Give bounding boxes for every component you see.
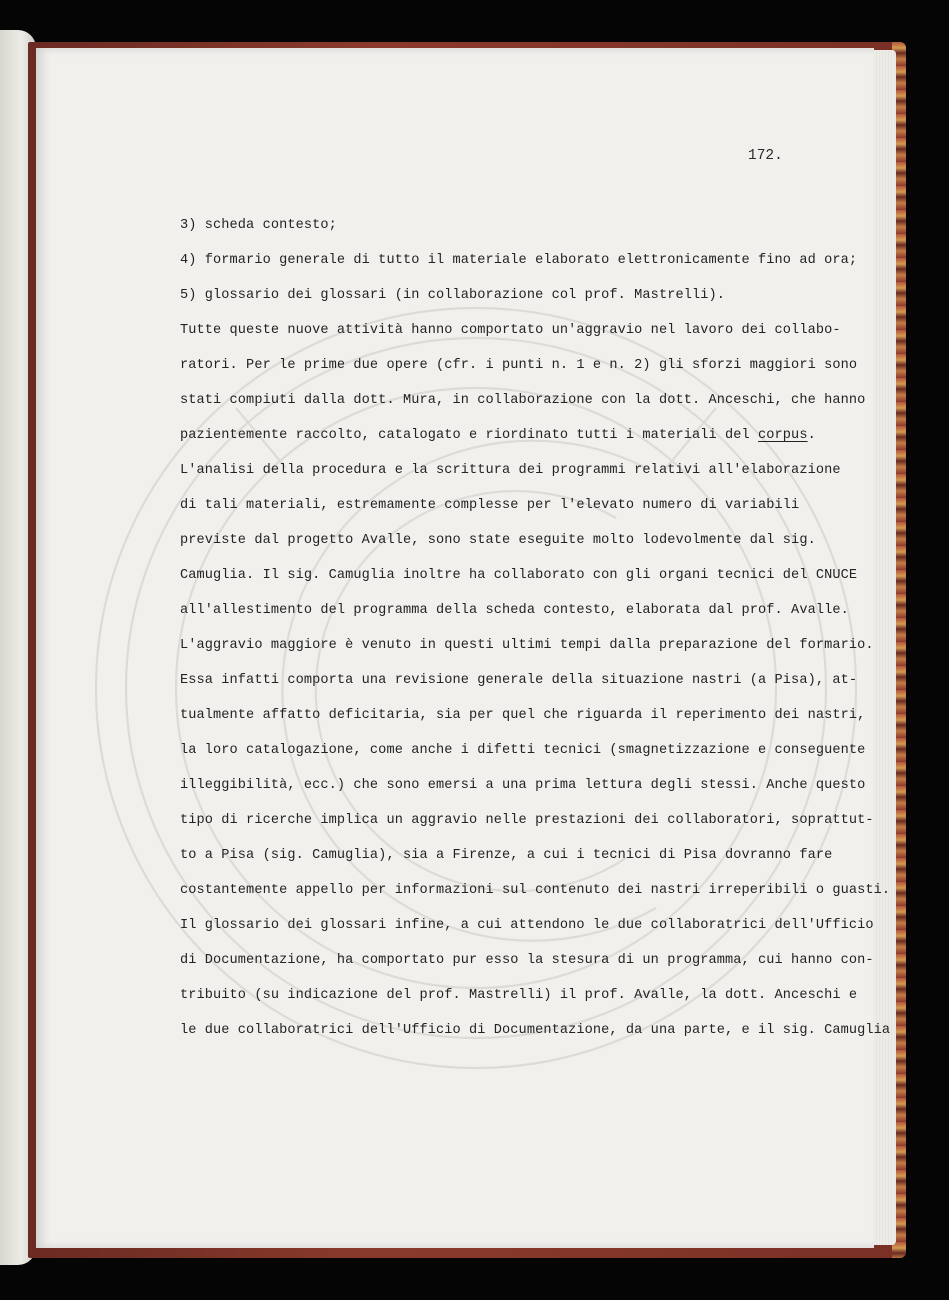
text-segment: . (807, 428, 816, 443)
text-line: Tutte queste nuove attività hanno comportato un'aggravio nel lavoro dei collabo- (180, 323, 841, 338)
text-line: tualmente affatto deficitaria, sia per quel che riguarda il reperimento dei nastri, (180, 708, 866, 723)
text-line: 3) scheda contesto; (180, 218, 337, 233)
text-line: stati compiuti dalla dott. Mura, in collaborazione con la dott. Anceschi, che hanno (180, 393, 866, 408)
text-line: tipo di ricerche implica un aggravio nelle prestazioni dei collaboratori, soprattut- (180, 813, 874, 828)
text-line: 5) glossario dei glossari (in collaborazione col prof. Mastrelli). (180, 288, 725, 303)
text-line: Essa infatti comporta una revisione generale della situazione nastri (a Pisa), at- (180, 673, 858, 688)
text-line: di Documentazione, ha comportato pur esso la stesura di un programma, cui hanno con- (180, 953, 874, 968)
text-line: le due collaboratrici dell'Ufficio di Documentazione, da una parte, e il sig. Camuglia (180, 1023, 891, 1038)
document-page (36, 48, 891, 1248)
text-line: L'aggravio maggiore è venuto in questi ultimi tempi dalla preparazione del formario. (180, 638, 874, 653)
text-line: 4) formario generale di tutto il materiale elaborato elettronicamente fino ad ora; (180, 253, 858, 268)
text-line: di tali materiali, estremamente complesse per l'elevato numero di variabili (180, 498, 800, 513)
page-number: 172. (748, 148, 783, 164)
text-line: L'analisi della procedura e la scrittura dei programmi relativi all'elaborazione (180, 463, 841, 478)
text-line: to a Pisa (sig. Camuglia), sia a Firenze, a cui i tecnici di Pisa dovranno fare (180, 848, 833, 863)
text-line: Camuglia. Il sig. Camuglia inoltre ha collaborato con gli organi tecnici del CNUCE (180, 568, 858, 583)
text-line: ratori. Per le prime due opere (cfr. i punti n. 1 e n. 2) gli sforzi maggiori sono (180, 358, 858, 373)
text-line: all'allestimento del programma della scheda contesto, elaborata dal prof. Avalle. (180, 603, 849, 618)
text-segment: pazientemente raccolto, catalogato e riordinato tutti i materiali del (180, 428, 759, 443)
text-line: previste dal progetto Avalle, sono state eseguite molto lodevolmente dal sig. (180, 533, 816, 548)
text-line: la loro catalogazione, come anche i difetti tecnici (smagnetizzazione e conseguente (180, 743, 866, 758)
text-line: tribuito (su indicazione del prof. Mastrelli) il prof. Avalle, la dott. Anceschi e (180, 988, 858, 1003)
text-line-with-corpus (180, 428, 816, 443)
text-line: illeggibilità, ecc.) che sono emersi a una prima lettura degli stessi. Anche questo (180, 778, 866, 793)
text-line: costantemente appello per informazioni sul contenuto dei nastri irreperibili o guasti. (180, 883, 891, 898)
text-line: Il glossario dei glossari infine, a cui attendono le due collaboratrici dell'Ufficio (180, 918, 874, 933)
underlined-word-corpus: corpus (758, 428, 808, 443)
